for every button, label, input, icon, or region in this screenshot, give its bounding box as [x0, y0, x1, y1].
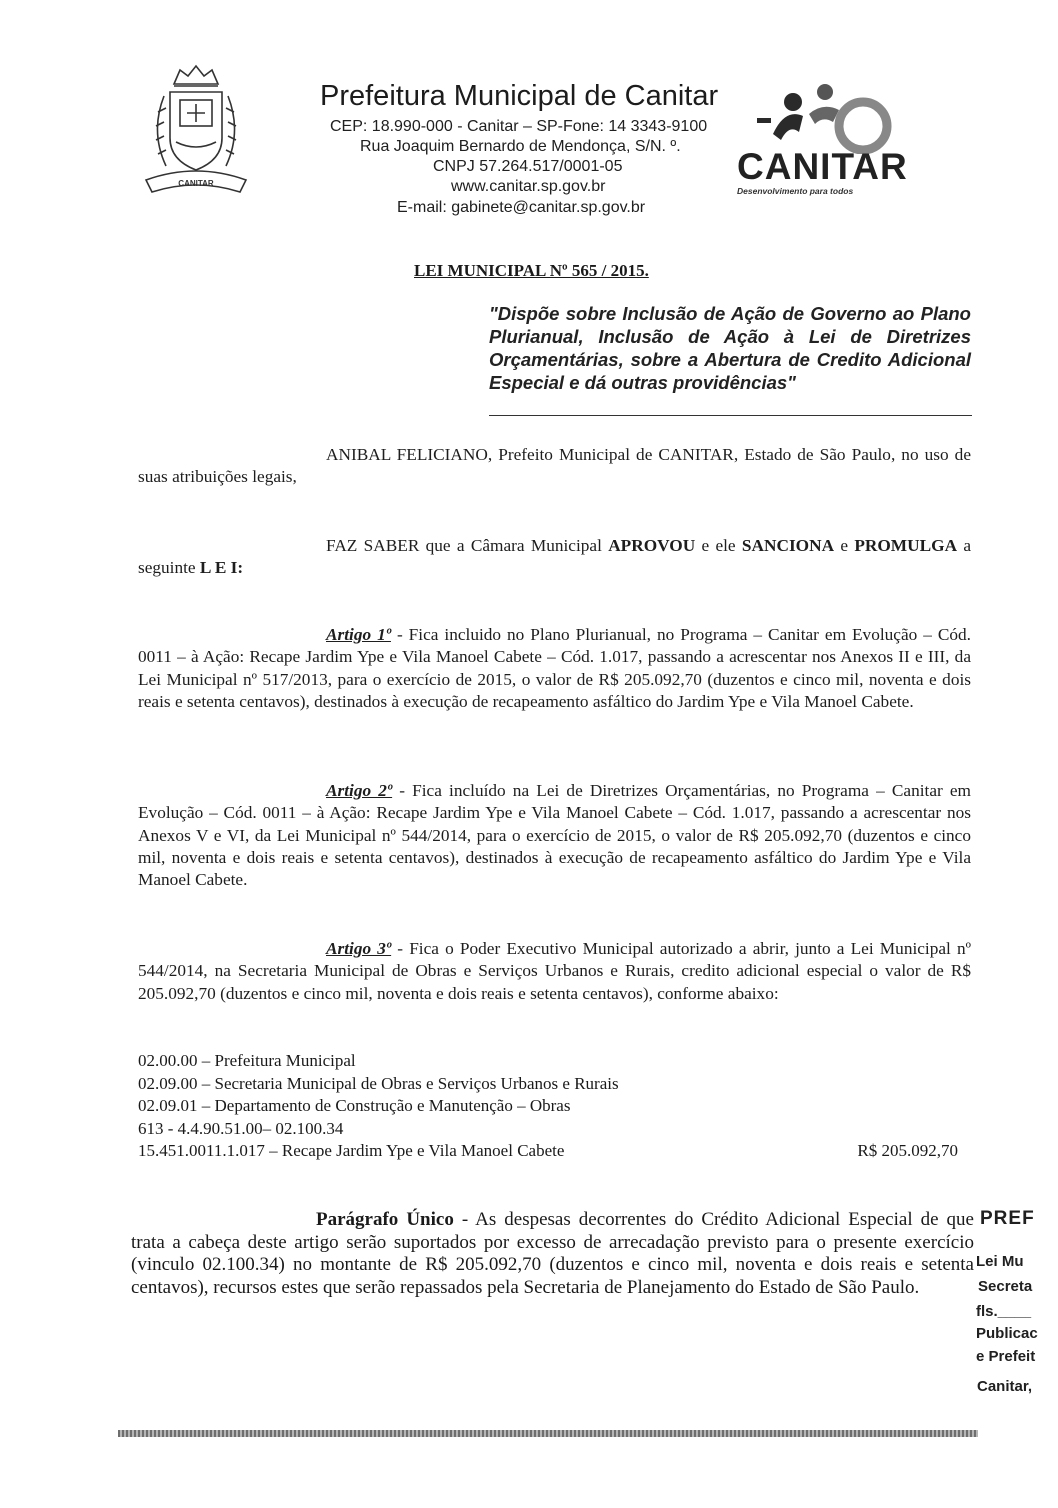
intro-text: ANIBAL FELICIANO, Prefeito Municipal de CANITAR, Estado de São Paulo, no uso de suas atribuições legais,: [138, 445, 971, 487]
faz-saber-text: a seguinte: [138, 536, 972, 578]
single-paragraph: [131, 1209, 974, 1299]
single-paragraph-text: - As despesas decorrentes do Crédito Adicional Especial de que trata a cabeça deste artigo serão suportados por excesso de arrecadação previsto para o presente exercício (vinculo 02.100.34) no montante de R$ 205.092,70 (duzentos e cinco mil, noventa e dois reais e setenta centavos), recursos estes que serão repassados pela Secretaria de Planejamento do Estado de São Paulo.: [131, 1209, 974, 1298]
stamp-line: Secreta: [978, 1278, 1033, 1295]
summary-divider: [489, 415, 972, 416]
budget-allocation: [138, 1050, 958, 1163]
stamp-line: Canitar,: [977, 1378, 1033, 1395]
article-3-text: - Fica o Poder Executivo Municipal autorizado a abrir, junto a Lei Municipal nº 544/2014, na Secretaria Municipal de Obras e Serviços Urbanos e Rurais, credito adicional especial o valor de R$ 205.092,70 (duzentos e cinco mil, noventa e dois reais e setenta centavos), conforme abaixo:: [138, 939, 971, 1003]
article-1-label: Artigo 1º: [326, 625, 391, 644]
budget-line: 02.09.00 – Secretaria Municipal de Obras e Serviços Urbanos e Rurais: [138, 1073, 619, 1093]
promulgates-word: PROMULGA: [854, 536, 958, 555]
law-title: LEI MUNICIPAL Nº 565 / 2015.: [414, 261, 649, 280]
budget-line: 02.00.00 – Prefeitura Municipal: [138, 1051, 356, 1070]
stamp-line: PREF: [980, 1208, 1035, 1229]
article-3-label: Artigo 3º: [326, 939, 392, 958]
faz-saber-text: FAZ SABER que a Câmara Municipal: [326, 536, 609, 555]
faz-saber-text: e: [834, 536, 855, 555]
article-2: [138, 780, 971, 891]
crest-label: CANITAR: [178, 179, 214, 188]
article-2-text: - Fica incluído na Lei de Diretrizes Orçamentárias, no Programa – Canitar em Evolução – Cód. 0011 – à Ação: Recape Jardim Ype e Vila Manoel Cabete – Cód. 1.017, passando a acrescentar nos Anexos V e VI, da Lei Municipal nº 544/2014, para o exercício de 2015, o valor de R$ 205.092,70 (duzentos e cinco mil, noventa e dois reais e setenta centavos), destinados à execução de recapeamento asfáltico do Jardim Ype e Vila Manoel Cabete.: [138, 781, 972, 890]
article-1-text: - Fica incluido no Plano Plurianual, no Programa – Canitar em Evolução – Cód. 0011 – à Ação: Recape Jardim Ype e Vila Manoel Cabete – Cód. 1.017, passando a acrescentar nos Anexos II e III, da Lei Municipal nº 517/2013, para o exercício de 2015, o valor de R$ 205.092,70 (duzentos e cinco mil, noventa e dois reais e setenta centavos), destinados à execução de recapeamento asfáltico do Jardim Ype e Vila Manoel Cabete.: [138, 625, 971, 711]
budget-amount: R$ 205.092,70: [857, 1141, 958, 1160]
header-website: www.canitar.sp.gov.br: [451, 178, 606, 195]
approved-word: APROVOU: [608, 536, 696, 555]
budget-line: 613 - 4.4.90.51.00– 02.100.34: [138, 1118, 344, 1138]
article-2-label: Artigo 2º: [326, 781, 393, 800]
stamp-line: e Prefeit: [976, 1348, 1036, 1365]
brand-tagline: Desenvolvimento para todos: [737, 186, 854, 196]
header-cep-phone: CEP: 18.990-000 - Canitar – SP-Fone: 14 3343-9100: [330, 118, 708, 135]
sanctions-word: SANCIONA: [741, 536, 835, 555]
single-paragraph-label: Parágrafo Único: [316, 1209, 454, 1230]
budget-line: 15.451.0011.1.017 – Recape Jardim Ype e Vila Manoel Cabete: [138, 1141, 565, 1160]
faz-saber-paragraph: [138, 535, 971, 580]
footer-scan-bar: [118, 1430, 978, 1437]
budget-line: 02.09.01 – Departamento de Construção e Manutenção – Obras: [138, 1096, 571, 1115]
article-1: [138, 624, 971, 713]
law-summary: "Dispõe sobre Inclusão de Ação de Governo ao Plano Plurianual, Inclusão de Ação à Lei de Diretrizes Orçamentárias, sobre a Abertura de Credito Adicional Especial e dá outras providências": [489, 303, 971, 393]
city-hall-title: Prefeitura Municipal de Canitar: [320, 80, 719, 112]
brand-name: CANITAR: [737, 146, 908, 187]
stamp-line: Publicac: [976, 1325, 1038, 1342]
lei-word: L E I:: [199, 558, 244, 578]
header-email: E-mail: gabinete@canitar.sp.gov.br: [397, 199, 646, 216]
stamp-line: fls.____: [976, 1303, 1032, 1320]
stamp-line: Lei Mu: [976, 1253, 1024, 1270]
intro-paragraph: [138, 444, 971, 489]
header-address: Rua Joaquim Bernardo de Mendonça, S/N. º.: [360, 138, 681, 155]
header-cnpj: CNPJ 57.264.517/0001-05: [433, 158, 623, 175]
budget-line-with-amount: [138, 1140, 958, 1163]
canitar-brand-logo-icon: [745, 82, 910, 154]
faz-saber-text: e ele: [695, 536, 742, 555]
article-3: [138, 938, 971, 1005]
publication-stamp: [975, 1208, 1058, 1508]
municipal-coat-of-arms-icon: [140, 62, 252, 198]
